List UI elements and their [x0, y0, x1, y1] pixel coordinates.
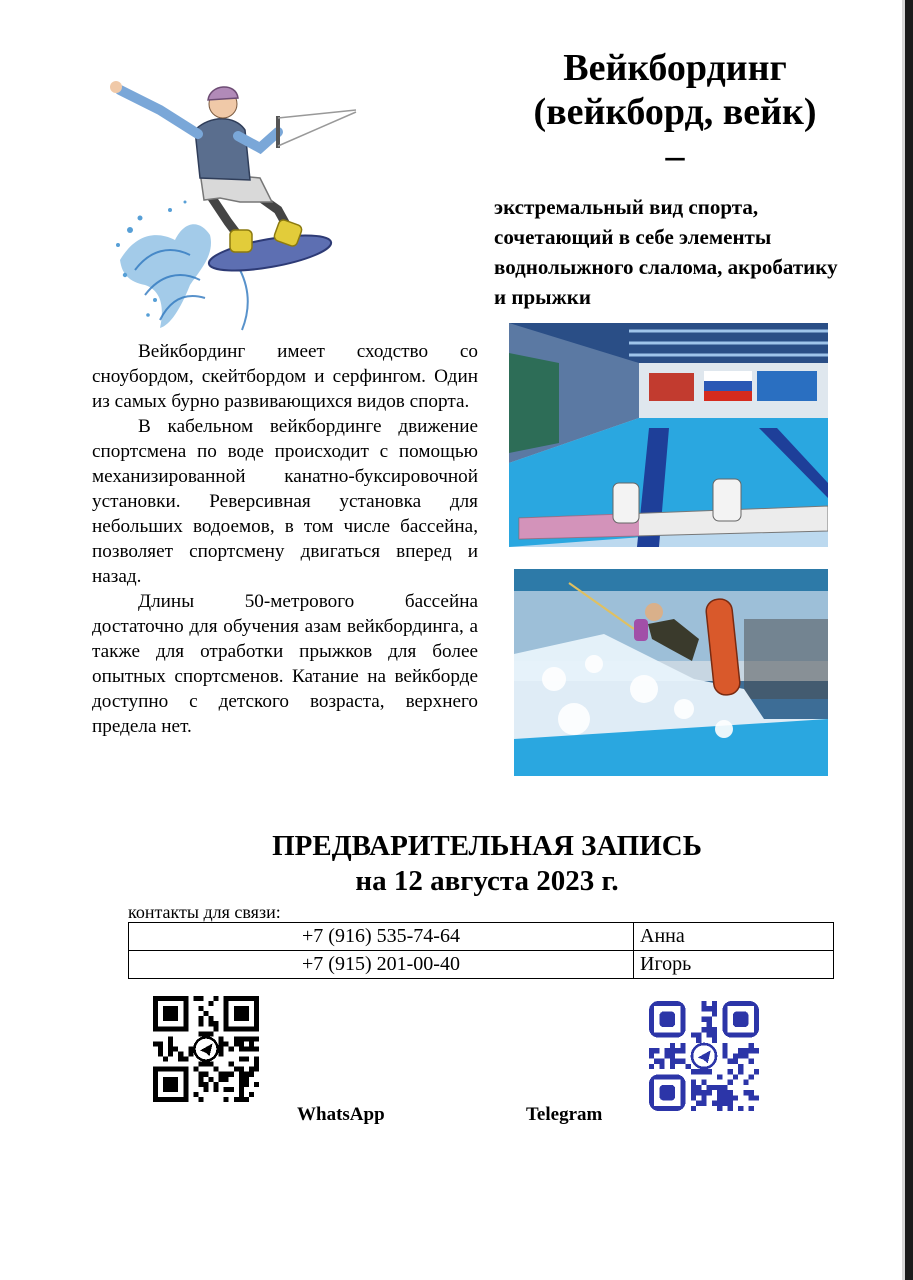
- phone-cell[interactable]: +7 (916) 535-74-64: [129, 923, 634, 951]
- paragraph: Вейкбординг имеет сходство со сноубордом, скейтбордом и серфингом. Один из самых бурно развивающихся видов спорта.: [92, 341, 478, 412]
- page-edge: [905, 0, 913, 1280]
- registration-heading: ПРЕДВАРИТЕЛЬНАЯ ЗАПИСЬ: [272, 830, 702, 862]
- body-text: [92, 339, 478, 739]
- table-row: [129, 923, 834, 951]
- paragraph: В кабельном вейкбординге движение спортсмена по воде происходит с помощью механизированной канатно-буксировочной установки. Реверсивная установка для небольших водоемов, в том числе бассейна, позволяет спортсмену двигаться вперед и назад.: [92, 416, 478, 587]
- telegram-qr-code[interactable]: [649, 1000, 759, 1112]
- contacts-table: [128, 922, 834, 979]
- wakeboarder-illustration: [100, 70, 370, 335]
- telegram-label: Telegram: [526, 1104, 603, 1125]
- phone-cell[interactable]: +7 (915) 201-00-40: [129, 951, 634, 979]
- whatsapp-qr-code[interactable]: [153, 996, 259, 1102]
- registration-block: [150, 829, 824, 899]
- registration-date: на 12 августа 2023 г.: [355, 865, 619, 897]
- rider-photo: [514, 569, 828, 776]
- table-row: [129, 951, 834, 979]
- contacts-label: контакты для связи:: [128, 902, 281, 922]
- title-dash: –: [665, 135, 685, 177]
- title-text: Вейкбординг (вейкборд, вейк): [533, 47, 817, 133]
- whatsapp-label: WhatsApp: [297, 1104, 385, 1125]
- name-cell: Анна: [634, 923, 834, 951]
- name-cell: Игорь: [634, 951, 834, 979]
- page-title: [490, 46, 860, 178]
- pool-photo: [509, 323, 828, 547]
- subtitle: экстремальный вид спорта, сочетающий в себе элементы воднолыжного слалома, акробатику и прыжки: [494, 195, 838, 309]
- paragraph: Длины 50-метрового бассейна достаточно для обучения азам вейкбординга, а также для отработки прыжков для более опытных спортсменов. Катание на вейкборде доступно с детского возраста, верхнего предела нет.: [92, 591, 478, 737]
